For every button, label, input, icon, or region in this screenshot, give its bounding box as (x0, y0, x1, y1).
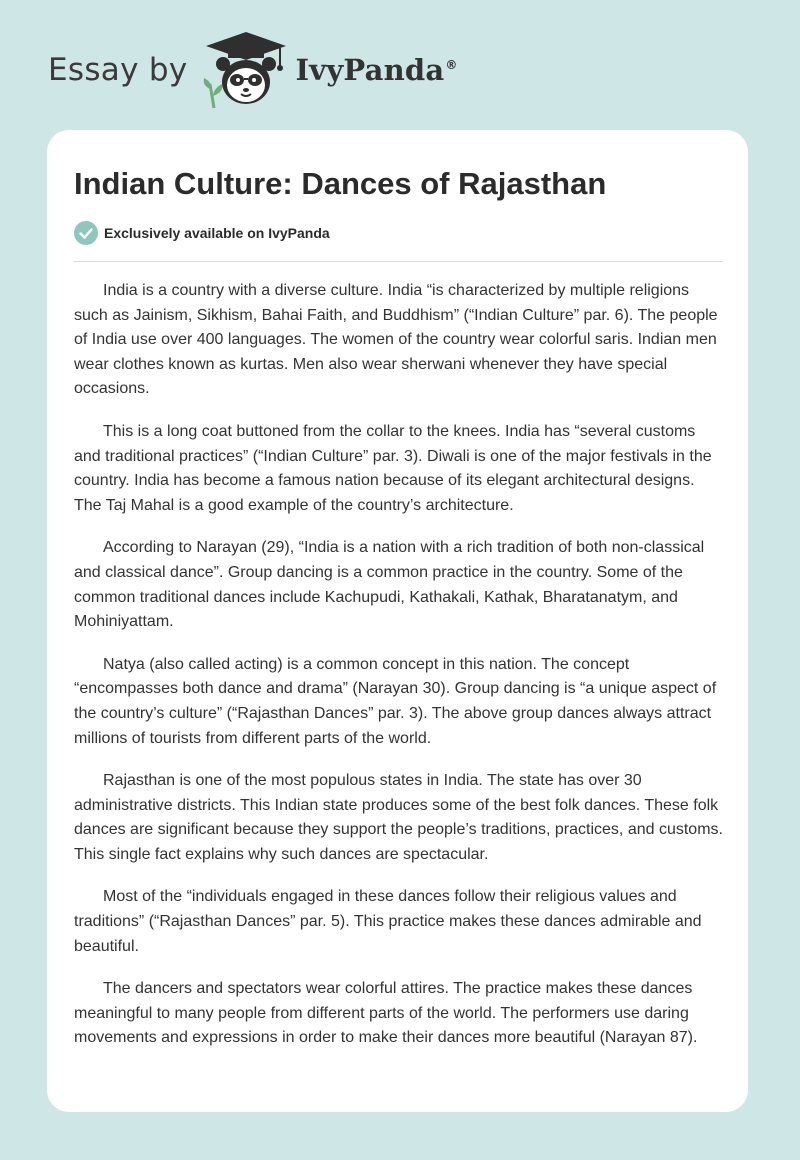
page-title: Indian Culture: Dances of Rajasthan (74, 166, 607, 201)
brand-name: IvyPanda® (295, 53, 458, 87)
exclusive-badge-text: Exclusively available on IvyPanda (104, 225, 330, 241)
logo-prefix-text: Essay by (48, 52, 188, 88)
exclusive-badge (74, 221, 330, 245)
paragraph: Rajasthan is one of the most populous states in India. The state has over 30 administrative districts. This Indian state produces some of the best folk dances. These folk dances are significant because they support the people’s traditions, practices, and customs. This single fact explains why such dances are spectacular. (74, 772, 723, 863)
paragraph: The dancers and spectators wear colorful attires. The practice makes these dances meaningful to many people from different parts of the world. The performers use daring movements and expressions in order to make their dances more beautiful (Narayan 87). (74, 980, 698, 1047)
check-circle-icon (74, 221, 98, 245)
paragraph: Most of the “individuals engaged in these dances follow their religious values and traditions” (“Rajasthan Dances” par. 5). This practice makes these dances admirable and beautiful. (74, 888, 702, 955)
paragraph: According to Narayan (29), “India is a nation with a rich tradition of both non-classical and classical dance”. Group dancing is a common practice in the country. Some of the common traditional dances include Kachupudi, Kathakali, Kathak, Bharatanatym, and Mohiniyattam. (74, 539, 705, 631)
paragraph: India is a country with a diverse culture. India “is characterized by multiple religions such as Jainism, Sikhism, Bahai Faith, and Buddhism” (“Indian Culture” par. 6). The people of India use over 400 languages. The women of the country wear colorful saris. Indian men wear clothes known as kurtas. Men also wear sherwani whenever they have special occasions. (74, 282, 718, 398)
registered-mark: ® (445, 58, 458, 73)
title-divider (74, 261, 723, 262)
paragraph: This is a long coat buttoned from the collar to the knees. India has “several customs and traditional practices” (“Indian Culture” par. 3). Diwali is one of the major festivals in the country. India has become a famous nation because of its elegant architectural designs. The Taj Mahal is a good example of the country’s architecture. (74, 422, 712, 514)
paragraph: Natya (also called acting) is a common concept in this nation. The concept “encompasses both dance and drama” (Narayan 30). Group dancing is “a unique aspect of the country’s culture” (“Rajasthan Dances” par. 3). The above group dances always attract millions of tourists from different parts of the world. (74, 655, 717, 747)
site-logo[interactable] (48, 30, 458, 110)
article-body (74, 279, 726, 1069)
graduate-panda-icon (202, 30, 290, 110)
